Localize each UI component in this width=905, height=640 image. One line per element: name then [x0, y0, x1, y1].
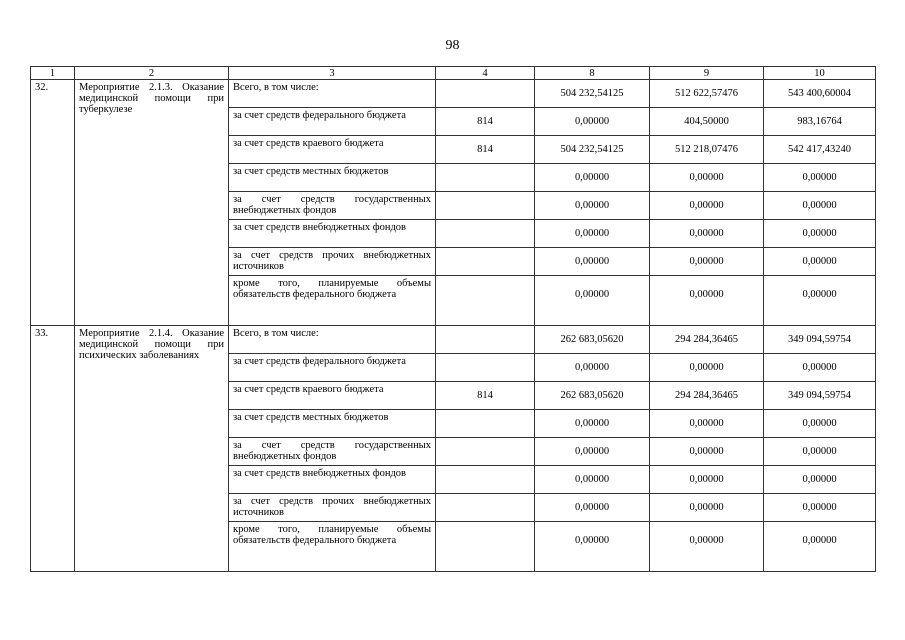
- budget-code: 814: [436, 382, 535, 410]
- budget-code: [436, 80, 535, 108]
- event-number: 32.: [31, 80, 75, 326]
- funding-source: за счет средств краевого бюджета: [229, 382, 436, 410]
- budget-code: [436, 354, 535, 382]
- funding-source: кроме того, планируемые объемы обязательств федерального бюджета: [229, 276, 436, 326]
- value-col-8: 0,00000: [535, 466, 650, 494]
- funding-source: за счет средств государственных внебюджетных фондов: [229, 192, 436, 220]
- budget-code: [436, 276, 535, 326]
- budget-table-body: [31, 67, 876, 572]
- value-col-9: 294 284,36465: [650, 326, 764, 354]
- value-col-10: 0,00000: [764, 192, 876, 220]
- value-col-9: 0,00000: [650, 276, 764, 326]
- table-row: [31, 326, 876, 354]
- budget-code: 814: [436, 136, 535, 164]
- value-col-8: 0,00000: [535, 192, 650, 220]
- value-col-9: 0,00000: [650, 164, 764, 192]
- value-col-8: 262 683,05620: [535, 382, 650, 410]
- value-col-9: 0,00000: [650, 220, 764, 248]
- budget-code: [436, 438, 535, 466]
- value-col-8: 0,00000: [535, 410, 650, 438]
- value-col-10: 0,00000: [764, 466, 876, 494]
- funding-source: за счет средств местных бюджетов: [229, 410, 436, 438]
- funding-source: за счет средств внебюджетных фондов: [229, 466, 436, 494]
- budget-code: [436, 522, 535, 572]
- value-col-8: 0,00000: [535, 276, 650, 326]
- value-col-9: 0,00000: [650, 248, 764, 276]
- budget-code: [436, 466, 535, 494]
- value-col-9: 0,00000: [650, 438, 764, 466]
- value-col-10: 542 417,43240: [764, 136, 876, 164]
- value-col-9: 512 218,07476: [650, 136, 764, 164]
- value-col-10: 0,00000: [764, 438, 876, 466]
- value-col-9: 0,00000: [650, 494, 764, 522]
- value-col-9: 0,00000: [650, 192, 764, 220]
- value-col-8: 504 232,54125: [535, 136, 650, 164]
- header-row: [31, 67, 876, 80]
- value-col-8: 0,00000: [535, 108, 650, 136]
- page-number: 98: [445, 38, 460, 53]
- value-col-9: 0,00000: [650, 522, 764, 572]
- value-col-8: 262 683,05620: [535, 326, 650, 354]
- value-col-9: 294 284,36465: [650, 382, 764, 410]
- budget-table: [30, 66, 876, 572]
- header-col-9: 9: [650, 67, 764, 80]
- value-col-8: 0,00000: [535, 522, 650, 572]
- value-col-9: 0,00000: [650, 466, 764, 494]
- value-col-10: 349 094,59754: [764, 382, 876, 410]
- header-col-8: 8: [535, 67, 650, 80]
- value-col-10: 0,00000: [764, 276, 876, 326]
- event-name: Мероприятие 2.1.4. Оказание медицинской помощи при психических заболеваниях: [75, 326, 229, 572]
- value-col-10: 0,00000: [764, 248, 876, 276]
- value-col-10: 0,00000: [764, 410, 876, 438]
- funding-source: за счет средств краевого бюджета: [229, 136, 436, 164]
- value-col-8: 504 232,54125: [535, 80, 650, 108]
- value-col-8: 0,00000: [535, 248, 650, 276]
- value-col-10: 983,16764: [764, 108, 876, 136]
- budget-code: [436, 164, 535, 192]
- header-col-2: 2: [75, 67, 229, 80]
- value-col-10: 543 400,60004: [764, 80, 876, 108]
- funding-source: за счет средств государственных внебюджетных фондов: [229, 438, 436, 466]
- value-col-8: 0,00000: [535, 494, 650, 522]
- value-col-10: 0,00000: [764, 220, 876, 248]
- funding-source: за счет средств федерального бюджета: [229, 354, 436, 382]
- value-col-8: 0,00000: [535, 164, 650, 192]
- funding-source: за счет средств федерального бюджета: [229, 108, 436, 136]
- value-col-8: 0,00000: [535, 354, 650, 382]
- budget-code: [436, 192, 535, 220]
- value-col-10: 0,00000: [764, 494, 876, 522]
- value-col-9: 0,00000: [650, 354, 764, 382]
- budget-code: [436, 248, 535, 276]
- value-col-9: 512 622,57476: [650, 80, 764, 108]
- value-col-10: 349 094,59754: [764, 326, 876, 354]
- budget-code: [436, 410, 535, 438]
- header-col-1: 1: [31, 67, 75, 80]
- value-col-9: 404,50000: [650, 108, 764, 136]
- header-col-3: 3: [229, 67, 436, 80]
- value-col-10: 0,00000: [764, 354, 876, 382]
- funding-source: за счет средств прочих внебюджетных источников: [229, 248, 436, 276]
- value-col-10: 0,00000: [764, 164, 876, 192]
- funding-source: за счет средств внебюджетных фондов: [229, 220, 436, 248]
- funding-source: Всего, в том числе:: [229, 80, 436, 108]
- funding-source: кроме того, планируемые объемы обязательств федерального бюджета: [229, 522, 436, 572]
- value-col-9: 0,00000: [650, 410, 764, 438]
- header-col-10: 10: [764, 67, 876, 80]
- event-number: 33.: [31, 326, 75, 572]
- table-row: [31, 80, 876, 108]
- header-col-4: 4: [436, 67, 535, 80]
- budget-code: [436, 494, 535, 522]
- funding-source: за счет средств местных бюджетов: [229, 164, 436, 192]
- funding-source: за счет средств прочих внебюджетных источников: [229, 494, 436, 522]
- budget-code: [436, 326, 535, 354]
- value-col-8: 0,00000: [535, 438, 650, 466]
- value-col-8: 0,00000: [535, 220, 650, 248]
- funding-source: Всего, в том числе:: [229, 326, 436, 354]
- budget-code: 814: [436, 108, 535, 136]
- budget-code: [436, 220, 535, 248]
- value-col-10: 0,00000: [764, 522, 876, 572]
- event-name: Мероприятие 2.1.3. Оказание медицинской помощи при туберкулезе: [75, 80, 229, 326]
